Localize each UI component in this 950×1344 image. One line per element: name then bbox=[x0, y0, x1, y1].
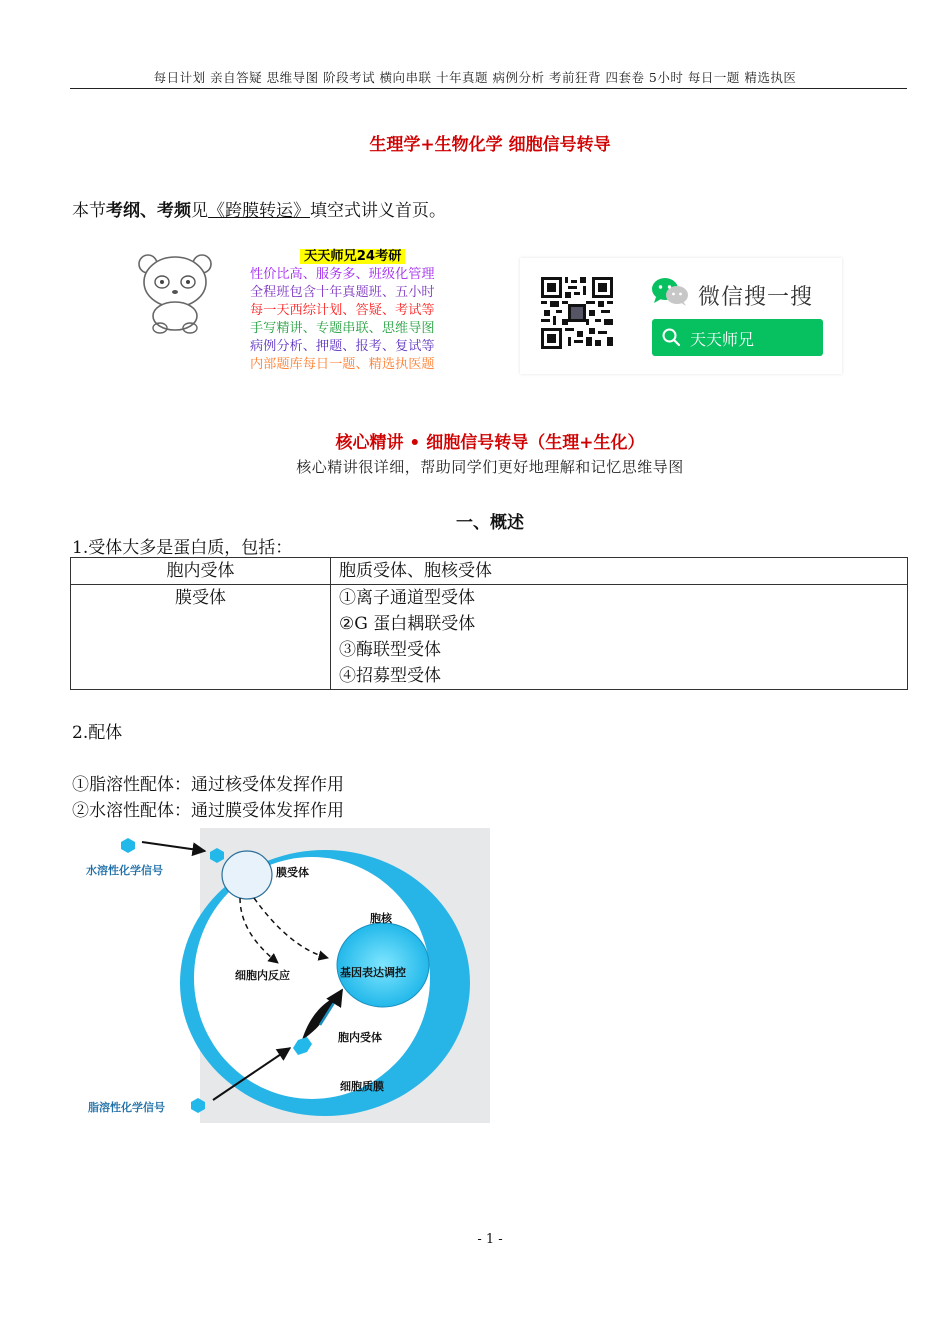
intro-link[interactable]: 《跨膜转运》 bbox=[208, 201, 310, 221]
table-row bbox=[71, 558, 908, 585]
membrane-receptor-shape bbox=[222, 851, 272, 899]
list-item: ④招募型受体 bbox=[339, 666, 441, 686]
search-icon bbox=[661, 327, 681, 347]
intro-prefix: 本节 bbox=[72, 201, 106, 221]
list-item: ③酶联型受体 bbox=[339, 640, 441, 660]
table-row bbox=[71, 585, 908, 690]
paragraph-water-ligand: ②水溶性配体：通过膜受体发挥作用 bbox=[72, 801, 344, 821]
cell-signaling-diagram bbox=[80, 828, 490, 1123]
page-title: 生理学+生物化学 细胞信号转导 bbox=[369, 135, 611, 155]
section-subtitle: 核心精讲很详细，帮助同学们更好地理解和记忆思维导图 bbox=[296, 458, 684, 476]
header-rule bbox=[70, 88, 907, 89]
paragraph-receptors: 1.受体大多是蛋白质，包括： bbox=[72, 538, 293, 558]
promo-text-block bbox=[250, 248, 435, 374]
table-cell: 胞内受体 bbox=[71, 558, 331, 585]
promo-line-2: 全程班包含十年真题班、五小时 bbox=[250, 285, 435, 300]
section-title: 核心精讲 • 细胞信号转导（生理+生化） bbox=[335, 433, 645, 453]
label-lipid-signal: 脂溶性化学信号 bbox=[88, 1101, 165, 1114]
promo-line-5: 病例分析、押题、报考、复试等 bbox=[250, 339, 435, 354]
heading-overview: 一、概述 bbox=[456, 513, 524, 533]
page-header: 每日计划 亲自答疑 思维导图 阶段考试 横向串联 十年真题 病例分析 考前狂背 四套卷 5小时 每日一题 精选执医 bbox=[153, 70, 797, 85]
qr-code-icon[interactable] bbox=[541, 277, 613, 349]
paragraph-ligand: 2.配体 bbox=[72, 723, 123, 743]
label-membrane-receptor: 膜受体 bbox=[276, 866, 309, 879]
table-cell: 膜受体 bbox=[71, 585, 331, 690]
panda-mascot-icon bbox=[136, 252, 214, 334]
intro-paragraph bbox=[72, 196, 446, 221]
nucleus-shape bbox=[337, 923, 429, 1007]
wechat-logo-icon bbox=[651, 276, 691, 308]
list-item: ①离子通道型受体 bbox=[339, 588, 475, 608]
intro-mid: 见 bbox=[191, 201, 208, 221]
promo-line-1: 性价比高、服务多、班级化管理 bbox=[250, 267, 435, 282]
label-water-signal: 水溶性化学信号 bbox=[86, 864, 163, 877]
label-intracellular-receptor: 胞内受体 bbox=[338, 1031, 382, 1044]
arrow-water-signal bbox=[142, 842, 205, 851]
table-cell: 胞质受体、胞核受体 bbox=[331, 558, 908, 585]
wechat-search-label: 微信搜一搜 bbox=[698, 285, 814, 310]
promo-title: 天天师兄24考研 bbox=[300, 249, 405, 264]
label-intracellular-reaction: 细胞内反应 bbox=[235, 969, 290, 982]
wechat-button-label: 天天师兄 bbox=[690, 330, 755, 349]
page-number: - 1 - bbox=[477, 1232, 503, 1247]
list-item: ②G 蛋白耦联受体 bbox=[339, 614, 476, 634]
paragraph-lipid-ligand: ①脂溶性配体：通过核受体发挥作用 bbox=[72, 775, 344, 795]
table-cell-list bbox=[331, 585, 908, 690]
intro-suffix: 填空式讲义首页。 bbox=[310, 201, 446, 221]
receptor-table bbox=[70, 557, 908, 690]
promo-line-4: 手写精讲、专题串联、思维导图 bbox=[250, 321, 435, 336]
label-nucleus: 胞核 bbox=[370, 912, 392, 925]
label-gene-expression: 基因表达调控 bbox=[340, 966, 406, 979]
label-cell-membrane: 细胞质膜 bbox=[340, 1080, 384, 1093]
promo-line-6: 内部题库每日一题、精选执医题 bbox=[250, 357, 435, 372]
promo-line-3: 每一天西综计划、答疑、考试等 bbox=[250, 303, 435, 318]
intro-bold: 考纲、考频 bbox=[106, 201, 191, 221]
water-signal-hexagon bbox=[121, 838, 135, 853]
